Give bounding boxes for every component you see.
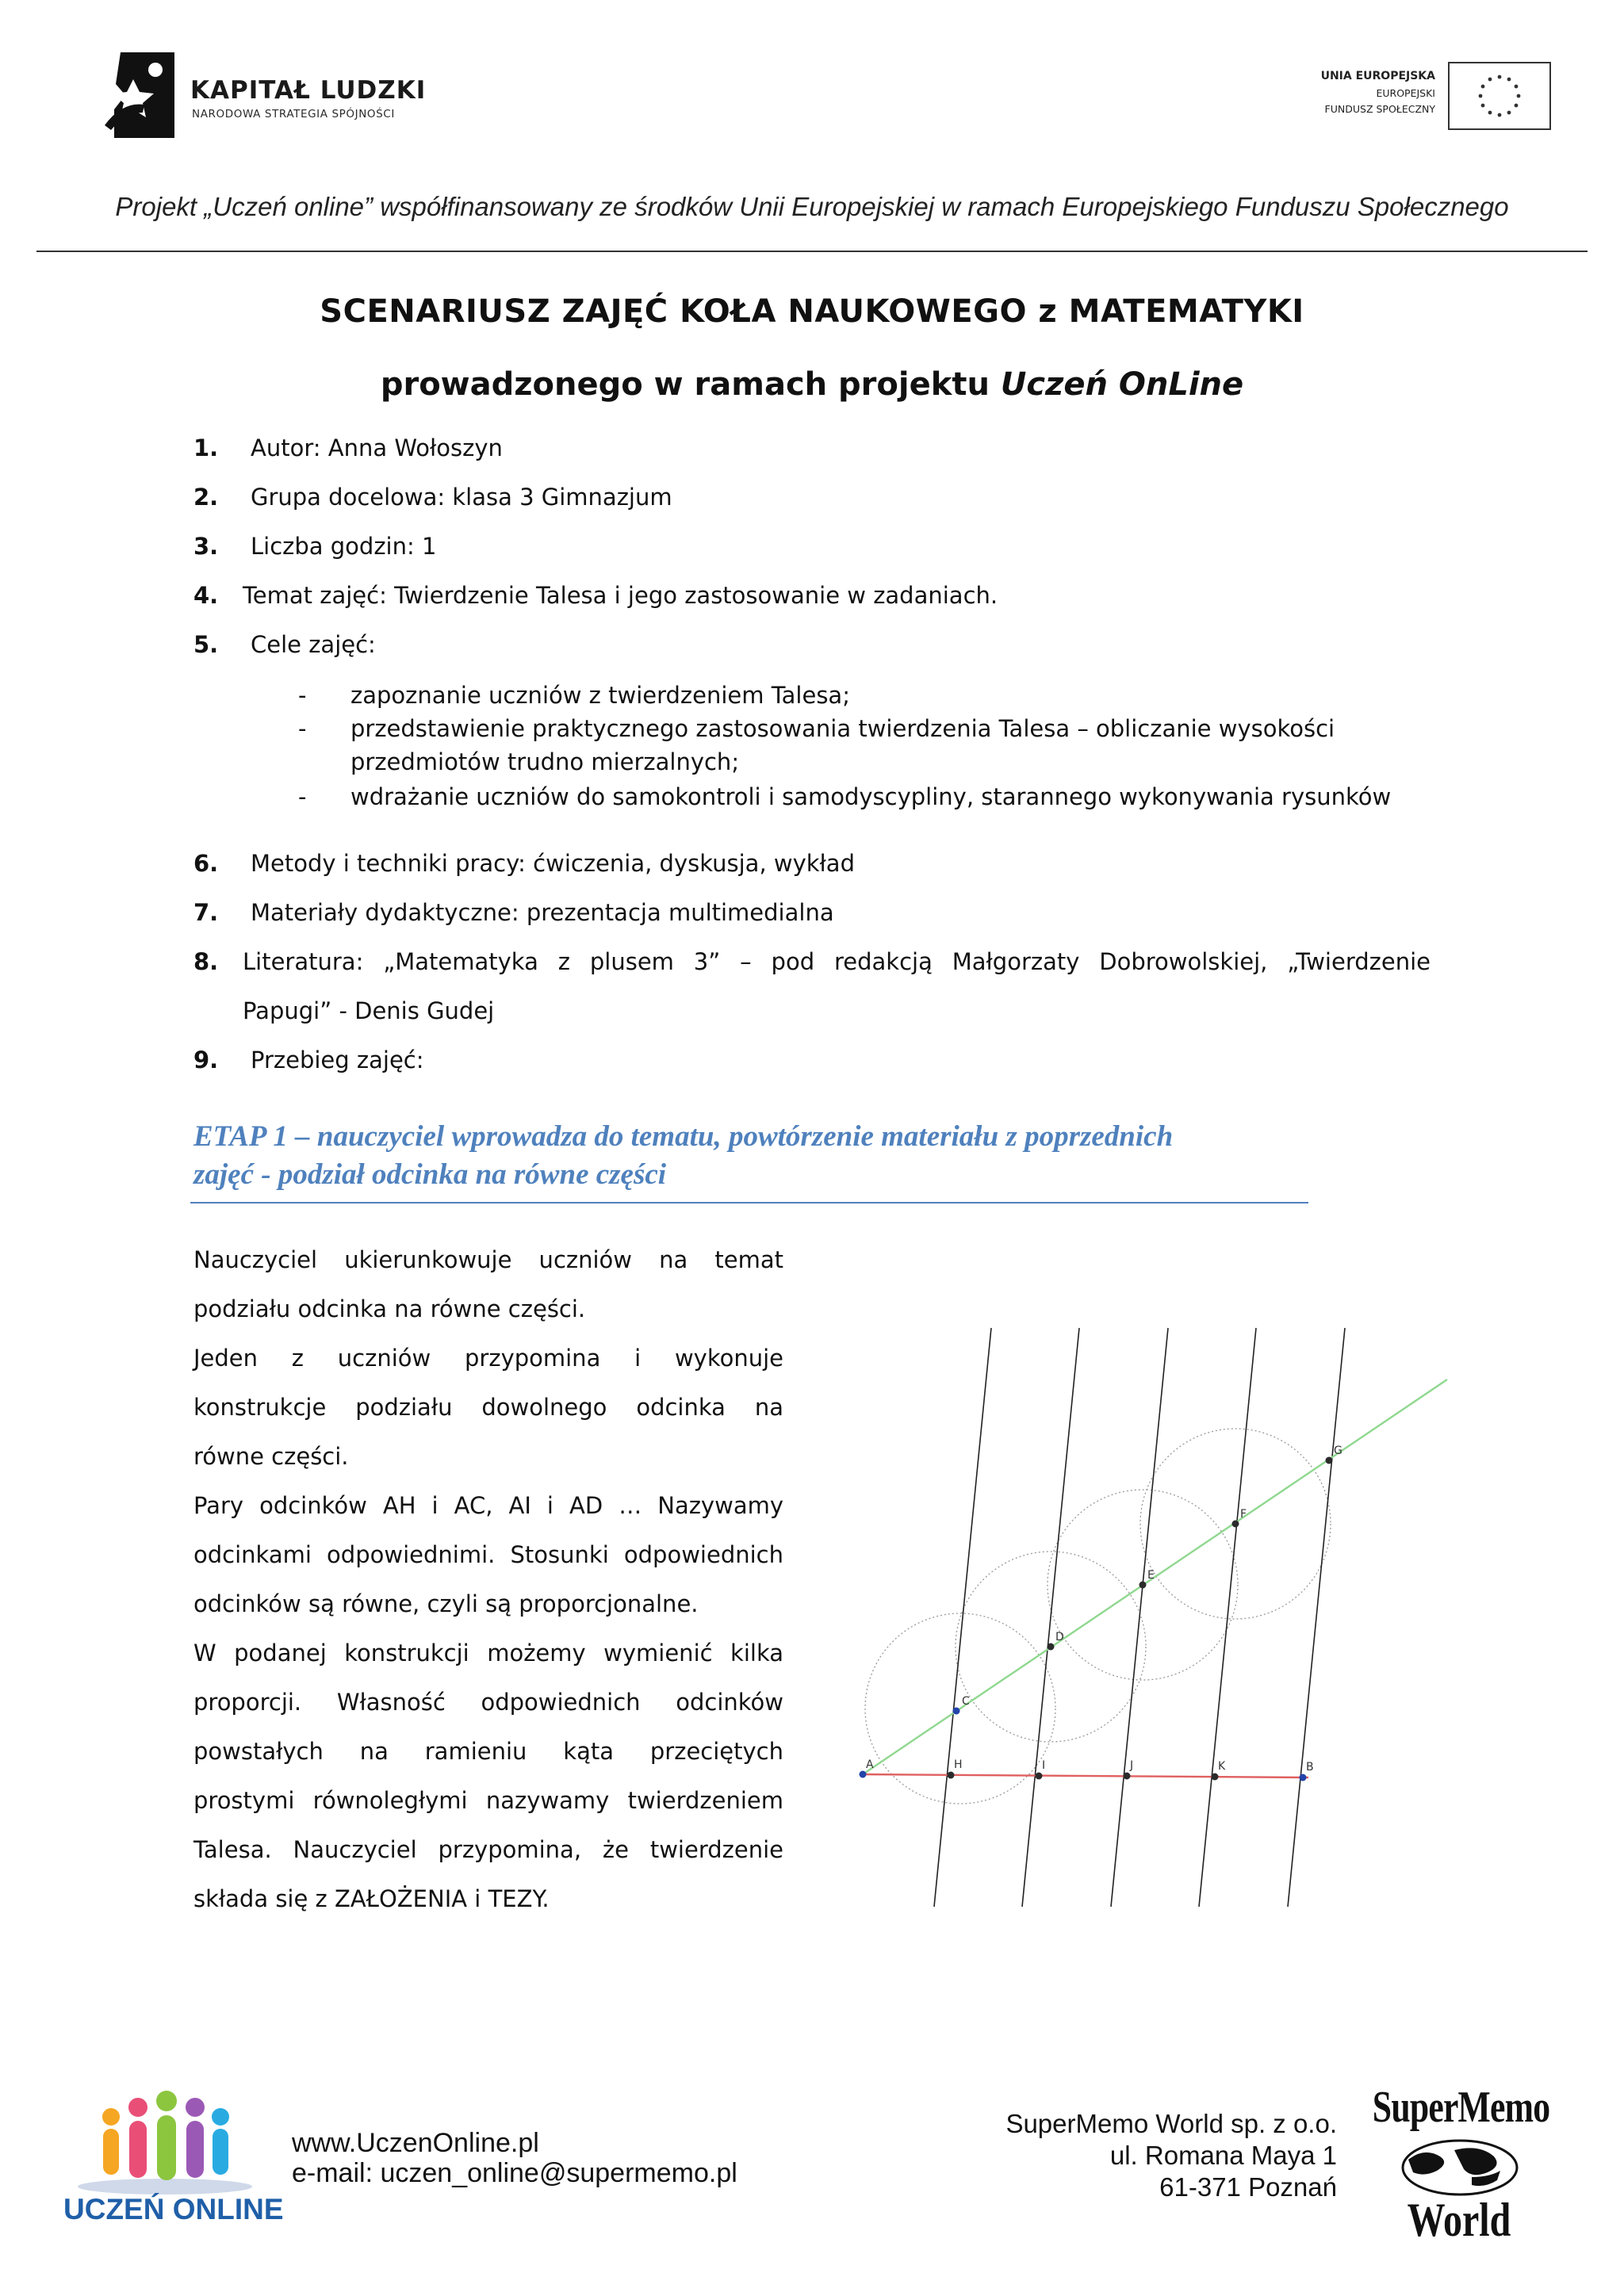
label-d: D (1055, 1631, 1064, 1644)
thales-construction-figure (833, 1316, 1499, 1911)
item-number: 8. (193, 948, 219, 975)
label-g: G (1334, 1445, 1342, 1457)
list-item (193, 850, 855, 877)
red-segment (863, 1774, 1308, 1777)
list-item (193, 948, 1431, 975)
point-j (1124, 1773, 1131, 1780)
bullet-dash: - (298, 715, 307, 742)
kapital-ludzki-title: KAPITAŁ LUDZKI (190, 76, 427, 105)
kapital-ludzki-subtitle: NARODOWA STRATEGIA SPÓJNOŚCI (192, 108, 395, 121)
project-funding-line: Projekt „Uczeń online” współfinansowany ze środków Unii Europejskiej w ramach Europejskiego Funduszu Społecznego (115, 192, 1509, 221)
item-text: Temat zajęć: Twierdzenie Talesa i jego zastosowanie w zadaniach. (243, 582, 998, 609)
body-line: Talesa. Nauczyciel przypomina, że twierdzenie (193, 1836, 783, 1863)
body-line: podziału odcinka na równe części. (193, 1295, 586, 1322)
bullet-dash: - (298, 783, 307, 810)
point-e (1139, 1582, 1147, 1589)
point-k (1212, 1774, 1219, 1781)
item-text: Liczba godzin: 1 (251, 533, 437, 560)
goal-bullet (298, 682, 850, 709)
goal-bullet (298, 783, 1391, 810)
item-number: 2. (193, 484, 219, 511)
bullet-text: przedstawienie praktycznego zastosowania twierdzenia Talesa – obliczanie wysokości (350, 715, 1335, 742)
body-line: składa się z ZAŁOŻENIA i TEZY. (193, 1885, 550, 1912)
bullet-text: zapoznanie uczniów z twierdzeniem Talesa; (350, 682, 850, 709)
parallel-lines (934, 1328, 1345, 1907)
label-a: A (866, 1758, 874, 1771)
body-line: równe części. (193, 1443, 349, 1470)
label-e: E (1147, 1569, 1155, 1582)
point-b (1300, 1774, 1307, 1781)
document-title: SCENARIUSZ ZAJĘĆ KOŁA NAUKOWEGO z MATEMATYKI (320, 293, 1304, 330)
item-number: 6. (193, 850, 219, 877)
construction-svg (833, 1316, 1499, 1911)
item-number: 4. (193, 582, 219, 609)
item-text: Grupa docelowa: klasa 3 Gimnazjum (251, 484, 672, 511)
item-text: Autor: Anna Wołoszyn (251, 434, 503, 461)
parallel-line (1199, 1328, 1256, 1907)
point-g (1326, 1457, 1333, 1464)
list-item-continuation: Papugi” - Denis Gudej (243, 997, 495, 1024)
bullet-dash: - (298, 682, 307, 709)
list-item (193, 533, 436, 560)
item-number: 1. (193, 434, 219, 461)
list-item (193, 582, 998, 609)
supermemo-logo-bottom-text: World (1407, 2194, 1511, 2246)
footer-email[interactable]: e-mail: uczen_online@supermemo.pl (292, 2158, 737, 2188)
parallel-line (1288, 1328, 1345, 1907)
body-line: proporcji. Własność odpowiednich odcinków (193, 1689, 783, 1716)
parallel-line (1022, 1328, 1079, 1907)
body-line: Nauczyciel ukierunkowuje uczniów na temat (193, 1246, 783, 1273)
body-line: Pary odcinków AH i AC, AI i AD … Nazywamy (193, 1492, 783, 1519)
header-divider (36, 251, 1588, 252)
body-line: konstrukcje podziału dowolnego odcinka na (193, 1394, 783, 1421)
point-f (1232, 1521, 1239, 1528)
goal-bullet-continuation: przedmiotów trudno mierzalnych; (350, 748, 740, 775)
body-line: powstałych na ramieniu kąta przeciętych (193, 1738, 783, 1765)
body-line: odcinków są równe, czyli są proporcjonalne. (193, 1590, 699, 1617)
footer-website[interactable]: www.UczenOnline.pl (292, 2128, 539, 2158)
item-number: 3. (193, 533, 219, 560)
eu-logo-line2: EUROPEJSKI (1376, 87, 1435, 99)
body-line: Jeden z uczniów przypomina i wykonuje (193, 1345, 783, 1372)
label-k: K (1218, 1760, 1226, 1773)
body-line: prostymi równoległymi nazywamy twierdzeniem (193, 1787, 783, 1814)
item-number: 7. (193, 899, 219, 926)
item-text: Literatura: „Matematyka z plusem 3” – pod redakcją Małgorzaty Dobrowolskiej, „Twierdzenie (243, 948, 1431, 975)
supermemo-logo-top-text: SuperMemo (1372, 2083, 1550, 2132)
subtitle-prefix: prowadzonego w ramach projektu (380, 366, 1001, 403)
label-f: F (1240, 1508, 1247, 1521)
item-text: Materiały dydaktyczne: prezentacja multimedialna (251, 899, 834, 926)
uczen-online-logo (62, 2085, 284, 2260)
point-d (1048, 1644, 1055, 1651)
uczen-online-logo-text: UCZEŃ ONLINE (63, 2193, 284, 2225)
point-h (948, 1772, 955, 1779)
body-line: W podanej konstrukcji możemy wymienić kilka (193, 1640, 783, 1667)
eu-logo-line3: FUNDUSZ SPOŁECZNY (1324, 103, 1435, 115)
list-item (193, 434, 503, 461)
subtitle-project-name: Uczeń OnLine (1000, 366, 1244, 403)
label-h: H (954, 1758, 963, 1771)
list-item (193, 484, 672, 511)
list-item (193, 631, 376, 658)
label-i: I (1042, 1759, 1046, 1772)
point-i (1036, 1773, 1043, 1780)
footer-city: 61-371 Poznań (1159, 2172, 1337, 2202)
item-text: Przebieg zajęć: (251, 1047, 424, 1073)
etap1-heading (193, 1118, 1320, 1194)
etap1-heading-line2: zajęć - podział odcinka na równe części (193, 1158, 667, 1191)
label-b: B (1306, 1761, 1314, 1774)
body-line: odcinkami odpowiednimi. Stosunki odpowiednich (193, 1541, 783, 1568)
point-a (860, 1771, 867, 1778)
document-subtitle (0, 366, 1624, 403)
label-c: C (962, 1695, 970, 1708)
eu-logo-line1: UNIA EUROPEJSKA (1320, 70, 1435, 82)
green-ray (863, 1380, 1447, 1774)
footer-street: ul. Romana Maya 1 (1109, 2141, 1337, 2170)
item-number: 5. (193, 631, 219, 658)
list-item (193, 899, 834, 926)
parallel-line (1111, 1328, 1168, 1907)
item-text: Metody i techniki pracy: ćwiczenia, dyskusja, wykład (251, 850, 855, 877)
eu-flag-icon (1448, 62, 1551, 130)
etap1-heading-line1: ETAP 1 – nauczyciel wprowadza do tematu, powtórzenie materiału z poprzednich (193, 1120, 1174, 1153)
item-text: Cele zajęć: (251, 631, 376, 658)
bullet-text: wdrażanie uczniów do samokontroli i samodyscypliny, starannego wykonywania rysunków (350, 783, 1392, 810)
uczen-online-people-icon (62, 2085, 268, 2196)
list-item (193, 1047, 424, 1073)
point-c (953, 1708, 960, 1715)
label-j: J (1130, 1759, 1134, 1772)
item-number: 9. (193, 1047, 219, 1073)
kapital-ludzki-emblem (98, 46, 186, 146)
etap1-heading-rule (190, 1202, 1308, 1203)
parallel-line (934, 1328, 991, 1907)
footer-company: SuperMemo World sp. z o.o. (1005, 2109, 1337, 2138)
goal-bullet (298, 715, 1335, 742)
